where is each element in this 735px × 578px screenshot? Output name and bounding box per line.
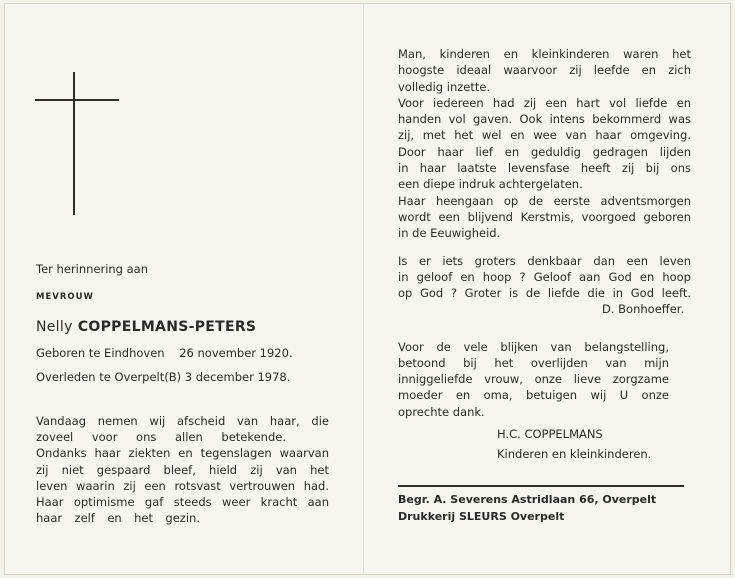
- printer-line-2: Drukkerij SLEURS Overpelt: [398, 510, 565, 523]
- right-line: hoogste ideaal waarvoor zij leefde en zich: [398, 63, 691, 77]
- left-line: Vandaag nemen wij afscheid van haar, die: [36, 414, 329, 428]
- thanks-line: oprechte dank.: [398, 405, 485, 419]
- right-line: handen vol gaven. Ook intens bekommerd was: [398, 112, 691, 126]
- signature: H.C. COPPELMANS: [497, 427, 603, 441]
- thanks-line: Voor de vele blijken van belangstelling,: [398, 340, 669, 354]
- quote-line: op God ? Groter is de liefde die in God leeft.: [398, 286, 691, 300]
- cross-vertical: [73, 72, 75, 215]
- card-fold: [363, 3, 364, 575]
- right-line: een diepe indruk achtergelaten.: [398, 177, 583, 191]
- thanks-line: moeder en oma, betuigen wij U onze: [398, 388, 669, 402]
- title-mevrouw: MEVROUW: [36, 292, 94, 302]
- right-line: Door haar lief en geduldig gedragen lijden: [398, 145, 691, 159]
- right-line: Voor iedereen had zij een hart vol liefde en: [398, 96, 691, 110]
- right-line: wordt een blijvend Kerstmis, voorgoed geboren: [398, 210, 691, 224]
- cross-horizontal: [35, 99, 119, 101]
- right-line: Haar heengaan op de eerste adventsmorgen: [398, 194, 691, 208]
- printer-divider: [398, 485, 684, 487]
- quote-line: in geloof en hoop ? Geloof aan God en hoop: [398, 270, 691, 284]
- thanks-line: betoond bij het overlijden van mijn: [398, 356, 669, 370]
- left-line: haar zelf en het gezin.: [36, 511, 200, 525]
- signature-family: Kinderen en kleinkinderen.: [497, 447, 652, 461]
- right-line: zij, met het wel en wee van haar omgeving.: [398, 128, 691, 142]
- born-line: Geboren te Eindhoven 26 november 1920.: [36, 346, 293, 360]
- thanks-line: inniggeliefde vrouw, onze lieve zorgzame: [398, 372, 669, 386]
- quote-author: D. Bonhoeffer.: [602, 302, 685, 316]
- printer-line-1: Begr. A. Severens Astridlaan 66, Overpelt: [398, 493, 657, 506]
- right-line: volledig inzette.: [398, 80, 491, 94]
- left-line: leven waarin zij een rotsvast vertrouwen had.: [36, 479, 329, 493]
- died-line: Overleden te Overpelt(B) 3 december 1978.: [36, 370, 291, 384]
- first-name: Nelly: [36, 319, 73, 335]
- right-line: Man, kinderen en kleinkinderen waren het: [398, 47, 691, 61]
- left-line: Ondanks haar ziekten en tegenslagen waarvan: [36, 446, 329, 460]
- right-line: in de Eeuwigheid.: [398, 226, 501, 240]
- last-name: COPPELMANS-PETERS: [77, 319, 257, 335]
- right-line: in haar laatste levensfase heeft zij bij ons: [398, 161, 691, 175]
- left-line: Haar optimisme gaf steeds weer kracht aan: [36, 495, 329, 509]
- intro-text: Ter herinnering aan: [36, 262, 149, 276]
- deceased-name: [36, 319, 256, 335]
- quote-line: Is er iets groters denkbaar dan een leven: [398, 254, 691, 268]
- left-line: zij niet gespaard bleef, hield zij van het: [36, 463, 329, 477]
- left-line: zoveel voor ons allen betekende.: [36, 430, 286, 444]
